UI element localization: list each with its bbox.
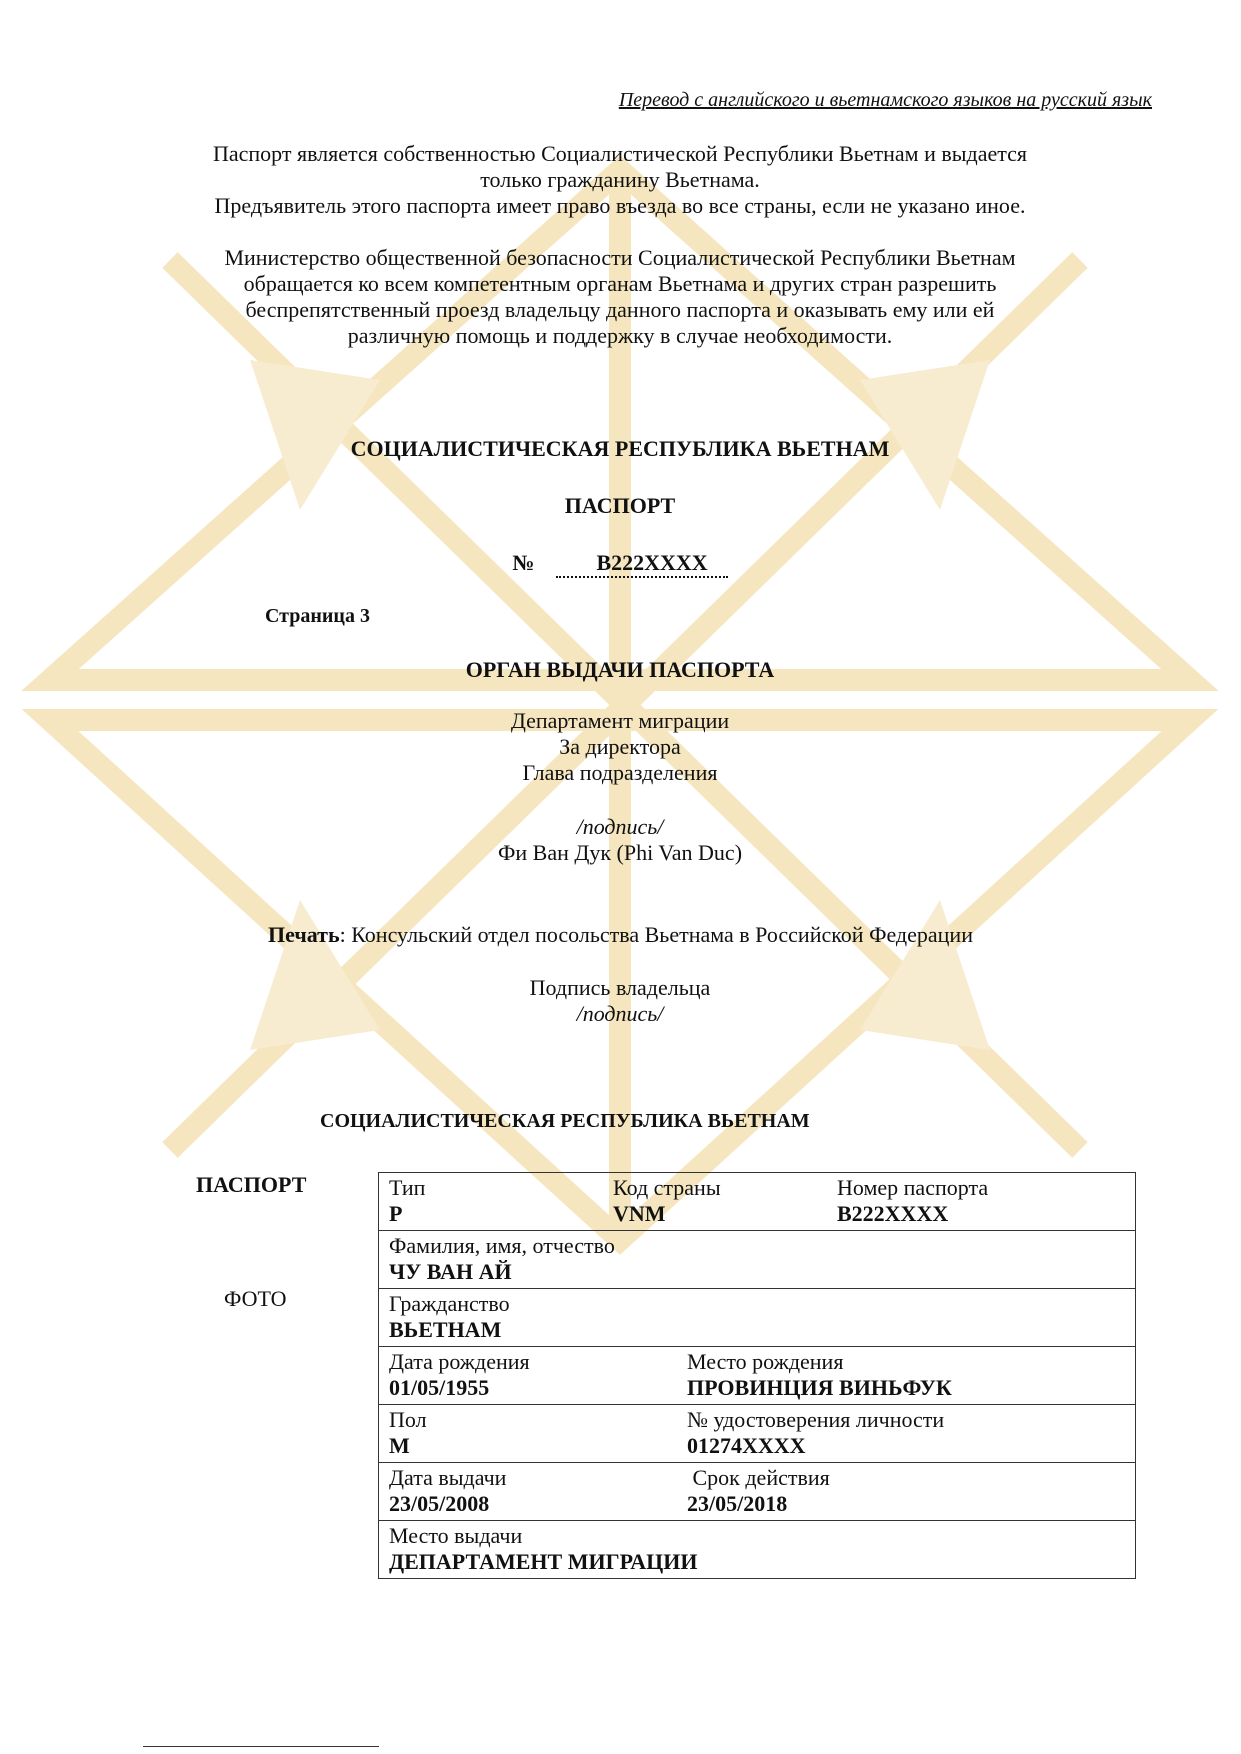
request-line: обращается ко всем компетентным органам Вьетнама и других стран разрешить [243, 271, 997, 296]
data-page-country-title: СОЦИАЛИСТИЧЕСКАЯ РЕСПУБЛИКА ВЬЕТНАМ [320, 1110, 810, 1132]
field-label: Фамилия, имя, отчество [389, 1233, 615, 1258]
field-value: 23/05/2018 [687, 1491, 788, 1516]
table-row [379, 1521, 1136, 1579]
seal-line [268, 922, 973, 948]
field-label: Место рождения [687, 1349, 844, 1374]
photo-placeholder: ФОТО [224, 1286, 287, 1311]
pob-field [687, 1349, 952, 1401]
table-row [379, 1347, 1136, 1405]
holder-signature-block [150, 975, 1090, 1027]
field-value: 23/05/2008 [389, 1491, 490, 1516]
authority-line: Глава подразделения [522, 760, 718, 785]
field-value: P [389, 1201, 403, 1226]
seal-text: : Консульский отдел посольства Вьетнама в Российской Федерации [339, 922, 973, 947]
page-label: Страница 3 [265, 605, 370, 627]
passport-number: B222XXXX [556, 550, 727, 578]
issue-date-field [389, 1465, 687, 1517]
passport-number-line [150, 550, 1090, 578]
field-value: VNM [613, 1201, 666, 1226]
field-label: Тип [389, 1175, 426, 1200]
authority-line: За директора [559, 734, 681, 759]
dates-cell [379, 1463, 1136, 1521]
passport-title: ПАСПОРТ [564, 493, 676, 518]
request-line: различную помощь и поддержку в случае необходимости. [347, 323, 893, 348]
authority-line: Департамент миграции [510, 708, 730, 733]
issue-place-cell [379, 1521, 1136, 1579]
country-code-field [613, 1175, 837, 1227]
full-name-cell [379, 1231, 1136, 1289]
field-value: 01274XXXX [687, 1433, 806, 1458]
nationality-cell [379, 1289, 1136, 1347]
data-page-passport-label: ПАСПОРТ [196, 1172, 307, 1197]
field-label: Дата рождения [389, 1349, 530, 1374]
seal-label: Печать [268, 922, 340, 947]
id-number-field [687, 1407, 944, 1459]
type-country-number-cell [379, 1173, 1136, 1231]
table-row [379, 1231, 1136, 1289]
ownership-line: Предъявитель этого паспорта имеет право въезда во все страны, если не указано иное. [214, 193, 1026, 218]
type-field [389, 1175, 613, 1227]
signature-placeholder: /подпись/ [576, 814, 664, 839]
number-label: № [512, 550, 535, 575]
field-value: M [389, 1433, 410, 1458]
sex-field [389, 1407, 687, 1459]
table-row [379, 1289, 1136, 1347]
field-label: Место выдачи [389, 1523, 523, 1548]
field-label: Код страны [613, 1175, 721, 1200]
authority-block [150, 708, 1090, 786]
signatory-name: Фи Ван Дук (Phi Van Duc) [497, 840, 743, 865]
field-label: Пол [389, 1407, 427, 1432]
ownership-paragraph [150, 141, 1090, 219]
field-label: Дата выдачи [389, 1465, 507, 1490]
field-value: ДЕПАРТАМЕНТ МИГРАЦИИ [389, 1549, 698, 1574]
authority-title: ОРГАН ВЫДАЧИ ПАСПОРТА [465, 657, 775, 682]
field-value: 01/05/1955 [389, 1375, 490, 1400]
passport-data-table [378, 1172, 1136, 1579]
field-label: № удостоверения личности [687, 1407, 945, 1432]
request-line: беспрепятственный проезд владельцу данного паспорта и оказывать ему или ей [245, 297, 995, 322]
field-label: Номер паспорта [837, 1175, 989, 1200]
field-label: Гражданство [389, 1291, 510, 1316]
expiry-field [687, 1465, 830, 1517]
bottom-rule [143, 1746, 379, 1747]
request-paragraph [150, 245, 1090, 349]
passport-number-field [837, 1175, 988, 1227]
table-row [379, 1405, 1136, 1463]
translation-note: Перевод с английского и вьетнамского языков на русский язык [618, 89, 1152, 111]
ownership-line: только гражданину Вьетнама. [480, 167, 760, 192]
field-value: ПРОВИНЦИЯ ВИНЬФУК [687, 1375, 952, 1400]
field-value: ВЬЕТНАМ [389, 1317, 502, 1342]
holder-signature-label: Подпись владельца [529, 975, 711, 1000]
signature-block [150, 814, 1090, 866]
field-label: Срок действия [687, 1465, 830, 1490]
field-value: ЧУ ВАН АЙ [389, 1259, 512, 1284]
dob-field [389, 1349, 687, 1401]
birth-cell [379, 1347, 1136, 1405]
request-line: Министерство общественной безопасности Социалистической Республики Вьетнам [224, 245, 1016, 270]
field-value: B222XXXX [837, 1201, 949, 1226]
ownership-line: Паспорт является собственностью Социалистической Республики Вьетнам и выдается [212, 141, 1028, 166]
table-row [379, 1173, 1136, 1231]
table-row [379, 1463, 1136, 1521]
sex-id-cell [379, 1405, 1136, 1463]
holder-signature-placeholder: /подпись/ [576, 1001, 664, 1026]
country-title: СОЦИАЛИСТИЧЕСКАЯ РЕСПУБЛИКА ВЬЕТНАМ [350, 436, 890, 461]
